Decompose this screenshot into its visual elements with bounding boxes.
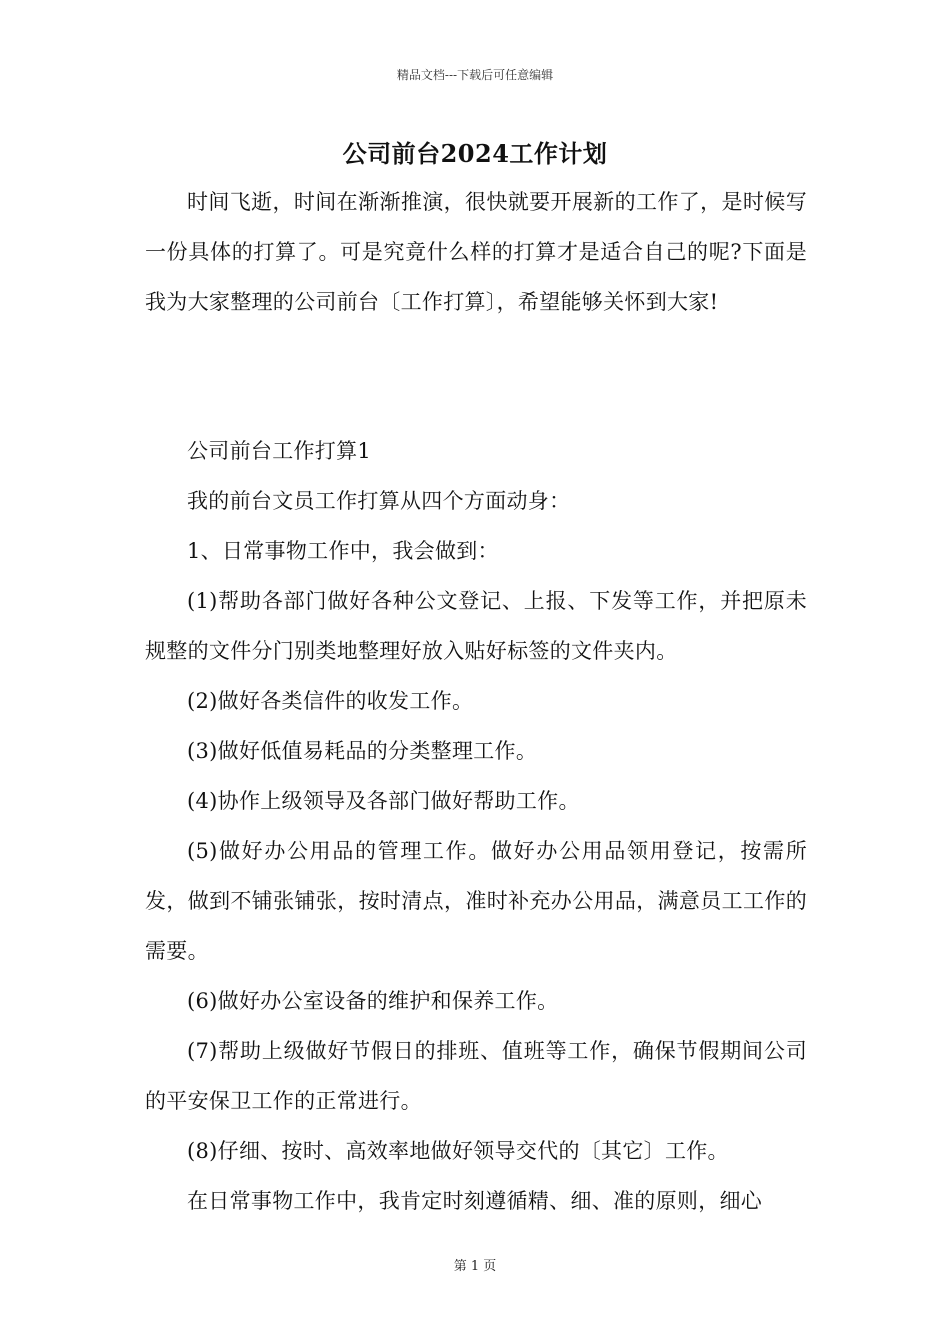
list-item: (3)做好低值易耗品的分类整理工作。: [187, 739, 538, 763]
list-item: (2)做好各类信件的收发工作。: [187, 689, 474, 713]
list-item: (8)仔细、按时、高效率地做好领导交代的〔其它〕工作。: [187, 1139, 729, 1163]
list-item: (7)帮助上级做好节假日的排班、值班等工作，确保节假期间公司的平安保卫工作的正常进行。: [145, 1039, 807, 1113]
document-title: 公司前台2024工作计划: [342, 139, 608, 168]
page-header: 精品文档---下载后可任意编辑: [396, 68, 554, 82]
list-item: (1)帮助各部门做好各种公文登记、上报、下发等工作，并把原未规整的文件分门别类地整理好放入贴好标签的文件夹内。: [145, 589, 807, 663]
footer-prefix: 第: [453, 1259, 467, 1274]
list-item: (4)协作上级领导及各部门做好帮助工作。: [187, 789, 580, 813]
paragraph: 我的前台文员工作打算从四个方面动身：: [187, 489, 571, 513]
page-footer: [0, 1255, 950, 1274]
plan-section: [145, 426, 807, 1226]
intro-section: [145, 177, 807, 327]
footer-suffix: 页: [483, 1259, 497, 1274]
intro-paragraph: 时间飞逝，时间在渐渐推演，很快就要开展新的工作了，是时候写一份具体的打算了。可是究竟什么样的打算才是适合自己的呢?下面是我为大家整理的公司前台〔工作打算〕，希望能够关怀到大家!: [145, 190, 807, 314]
list-item: 1、日常事物工作中，我会做到：: [187, 539, 499, 563]
paragraph: 在日常事物工作中，我肯定时刻遵循精、细、准的原则，细心: [187, 1189, 763, 1213]
list-item: (5)做好办公用品的管理工作。做好办公用品领用登记，按需所发，做到不铺张铺张，按时清点，准时补充办公用品，满意员工工作的需要。: [145, 839, 807, 963]
section-heading: 公司前台工作打算1: [187, 439, 372, 463]
list-item: (6)做好办公室设备的维护和保养工作。: [187, 989, 559, 1013]
page-number: 1: [470, 1259, 480, 1274]
